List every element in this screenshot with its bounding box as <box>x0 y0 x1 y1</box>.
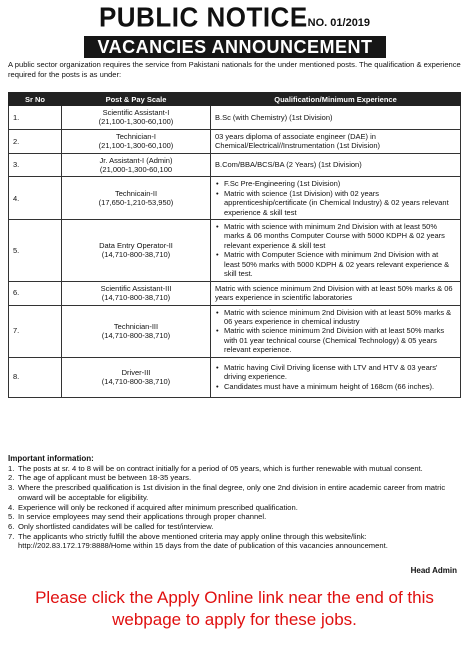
info-item-text: Where the prescribed qualification is 1st division in the final degree, only one 2nd division in entire academic career from matric onward will be acceptable for eligibility. <box>18 483 446 502</box>
pay-scale: (21,100-1,300-60,100) <box>98 141 174 151</box>
row-qualification <box>211 357 461 397</box>
table-row <box>9 281 461 305</box>
info-item-text: The posts at sr. 4 to 8 will be on contract initially for a period of 05 years, which is further renewable with mutual consent. <box>18 463 423 473</box>
pay-scale: (21,000-1,300-60,100 <box>99 165 173 175</box>
post-name: Scientific Assistant-I <box>102 108 170 117</box>
row-sr-no: 1. <box>9 106 62 130</box>
row-sr-no: 3. <box>9 153 62 177</box>
info-item <box>8 473 462 483</box>
pay-scale: (21,100-1,300-60,100) <box>98 117 174 127</box>
table-row <box>9 220 461 281</box>
qualification-list <box>215 308 456 355</box>
info-item-text: Experience will only be reckoned if acquired after minimum prescribed qualification. <box>18 502 298 512</box>
table-row <box>9 106 461 130</box>
info-item-text: The age of applicant must be between 18-35 years. <box>18 473 192 483</box>
row-qualification <box>211 220 461 281</box>
notice-number: NO. 01/2019 <box>307 17 371 29</box>
qualification-item: • F.Sc Pre-Engineering (1st Division) <box>224 179 456 188</box>
notice-title <box>0 2 469 33</box>
row-qualification <box>211 153 461 177</box>
qualification-item: • Matric with science minimum 2nd Division with at least 50% marks with 01 year technical course (Chemical Technology) & 05 years relevant experience. <box>224 326 456 354</box>
apply-online-note: Please click the Apply Online link near the end of this webpage to apply for these jobs. <box>35 588 434 629</box>
row-qualification <box>211 305 461 357</box>
info-item <box>8 464 462 474</box>
intro-paragraph: A public sector organization requires the service from Pakistani nationals for the under mentioned posts. The qualification & experience required for the posts is as under: <box>8 60 461 79</box>
row-sr-no: 4. <box>9 177 62 220</box>
info-item <box>8 512 462 522</box>
row-post <box>62 153 211 177</box>
table-header-row <box>9 93 461 106</box>
row-post <box>62 281 211 305</box>
col-post: Post & Pay Scale <box>62 93 211 106</box>
pay-scale: (14,710-800-38,710) <box>101 293 171 302</box>
qualification-item: • Matric with science (1st Division) with 02 years apprenticeship/certificate (in Chemical Industry) & 02 years relevant experience & skill test <box>224 189 456 217</box>
row-post <box>62 106 211 130</box>
row-sr-no: 6. <box>9 281 62 305</box>
info-item-number: 7. <box>8 531 15 541</box>
post-name: Driver-III <box>121 367 151 377</box>
vacancies-table <box>8 92 461 398</box>
vacancies-banner: VACANCIES ANNOUNCEMENT <box>84 36 386 58</box>
qualification-item: • Matric having Civil Driving license with LTV and HTV & 03 years' driving experience. <box>224 363 456 382</box>
row-post <box>62 177 211 220</box>
qualification-text: 03 years diploma of associate engineer (DAE) in Chemical/Electrical//Instrumentation (1st Division) <box>215 131 381 151</box>
post-name: Technician-I <box>115 131 157 141</box>
pay-scale: (14,710-800-38,710) <box>101 250 171 260</box>
info-item <box>8 483 462 502</box>
row-qualification <box>211 177 461 220</box>
qualification-list <box>215 222 456 278</box>
important-information <box>8 454 462 551</box>
post-name: Jr. Assistant-I (Admin) <box>99 155 173 165</box>
info-item-number: 5. <box>8 512 15 522</box>
row-post <box>62 129 211 153</box>
info-list <box>8 464 462 551</box>
row-post <box>62 357 211 397</box>
qualification-item: • Matric with Computer Science with minimum 2nd Division with at least 50% marks with 5000 KDPH & 02 years relevant experience & skill test. <box>224 250 456 278</box>
qualification-list <box>215 179 456 217</box>
info-item-number: 3. <box>8 483 15 493</box>
info-item-number: 1. <box>8 463 15 473</box>
info-item-text[interactable]: The applicants who strictly fulfill the above mentioned criteria may apply online through this website/link: http://202.83.172.179:8888/Home within 15 days from the date of publication of this vacancies announcement. <box>18 531 388 551</box>
row-post <box>62 305 211 357</box>
info-item <box>8 522 462 532</box>
row-sr-no: 7. <box>9 305 62 357</box>
info-item <box>8 503 462 513</box>
pay-scale: (17,650-1,210-53,950) <box>98 198 174 208</box>
row-sr-no: 8. <box>9 357 62 397</box>
info-heading: Important information: <box>8 454 94 463</box>
title-text: PUBLIC NOTICE <box>98 1 308 33</box>
post-name: Data Entry Operator-II <box>99 240 173 250</box>
pay-scale: (14,710-800-38,710) <box>101 377 171 387</box>
row-qualification <box>211 129 461 153</box>
qualification-item: • Candidates must have a minimum height of 168cm (66 inches). <box>224 382 456 391</box>
col-qualification: Qualification/Minimum Experience <box>211 93 461 106</box>
row-qualification <box>211 106 461 130</box>
table-row <box>9 177 461 220</box>
table-row <box>9 129 461 153</box>
post-name: Technicain-II <box>114 188 158 198</box>
row-sr-no: 5. <box>9 220 62 281</box>
row-post <box>62 220 211 281</box>
table-row <box>9 153 461 177</box>
post-name: Technician-III <box>113 321 159 331</box>
qualification-text: B.Com/BBA/BCS/BA (2 Years) (1st Division) <box>215 160 362 170</box>
pay-scale: (14,710-800-38,710) <box>101 331 171 341</box>
table-row <box>9 305 461 357</box>
qualification-text: Matric with science minimum 2nd Division with at least 50% marks & 06 years experience in scientific laboratories <box>215 283 453 302</box>
qualification-list <box>215 363 456 391</box>
info-item <box>8 532 462 551</box>
table-row <box>9 357 461 397</box>
qualification-item: • Matric with science minimum 2nd Division with at least 50% marks & 06 years experience in chemical industry <box>224 308 456 327</box>
row-qualification <box>211 281 461 305</box>
row-sr-no: 2. <box>9 129 62 153</box>
info-item-text: In service employees may send their applications through proper channel. <box>18 512 267 522</box>
info-item-number: 4. <box>8 502 15 512</box>
qualification-item: • Matric with science with minimum 2nd Division with at least 50% marks & 06 months Computer Course with 5000 KDPH & 02 years relevant experience & skill test <box>224 222 456 250</box>
signature: Head Admin <box>410 566 457 575</box>
info-item-number: 6. <box>8 521 15 531</box>
info-item-text: Only shortlisted candidates will be called for test/interview. <box>18 521 214 531</box>
info-item-number: 2. <box>8 473 15 483</box>
post-name: Scientific Assistant-III <box>100 283 172 293</box>
col-sr-no: Sr No <box>9 93 62 106</box>
qualification-text: B.Sc (with Chemistry) (1st Division) <box>215 112 333 122</box>
